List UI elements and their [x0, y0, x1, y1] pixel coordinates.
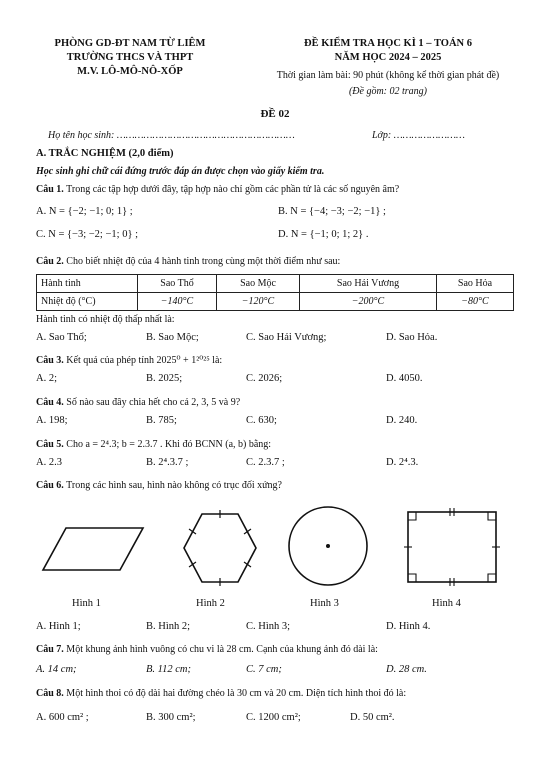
table-row: [37, 275, 514, 293]
q1-option-c: C. N = {−3; −2; −1; 0} ;: [36, 229, 139, 240]
table-cell: Sao Hải Vương: [300, 275, 437, 293]
q5-option-b: B. 2⁴.3.7 ;: [146, 457, 189, 468]
header-duration: Thời gian làm bài: 90 phút (không kể thời gian phát đề): [276, 70, 500, 81]
figure-1-parallelogram: [40, 524, 146, 574]
question-text: Cho biết nhiệt độ của 4 hành tinh trong cùng một thời điểm như sau:: [63, 256, 341, 267]
exam-code: ĐỀ 02: [260, 108, 290, 120]
q6-option-c: C. Hình 3;: [246, 621, 291, 632]
q7-option-a: A. 14 cm;: [36, 664, 77, 675]
q1-option-d: D. N = {−1; 0; 1; 2} .: [278, 229, 369, 240]
q2-option-d: D. Sao Hỏa.: [386, 332, 438, 343]
q4-option-c: C. 630;: [246, 415, 277, 426]
q8-option-b: B. 300 cm²;: [146, 712, 196, 723]
table-cell: −200°C: [300, 293, 437, 311]
q5-option-c: C. 2.3.7 ;: [246, 457, 285, 468]
q2-option-a: A. Sao Thổ;: [36, 332, 87, 343]
question-label: Câu 6.: [36, 480, 64, 491]
question-label: Câu 2.: [36, 256, 64, 267]
question-label: Câu 8.: [36, 688, 64, 699]
q3-option-d: D. 4050.: [386, 373, 423, 384]
question-text: Cho a = 2⁴.3; b = 2.3.7 . Khi đó BCNN (a, b) bằng:: [63, 439, 272, 450]
question-label: Câu 5.: [36, 439, 64, 450]
q4-option-d: D. 240.: [386, 415, 418, 426]
question-2: [36, 256, 340, 268]
table-cell: Hành tinh: [37, 275, 138, 293]
q6-option-b: B. Hình 2;: [146, 621, 191, 632]
table-cell: Sao Mộc: [217, 275, 300, 293]
q5-option-d: D. 2⁴.3.: [386, 457, 419, 468]
question-3: [36, 355, 222, 367]
q7-option-b: B. 112 cm;: [146, 664, 191, 675]
question-6: [36, 480, 282, 492]
figure-2-hexagon: [180, 510, 260, 586]
figure-3-label: Hình 3: [310, 598, 339, 609]
figure-4-label: Hình 4: [432, 598, 461, 609]
header-school-name: M.V. LÔ-MÔ-NÔ-XỐP: [77, 66, 183, 77]
q4-option-a: A. 198;: [36, 415, 68, 426]
table-cell: −80°C: [437, 293, 514, 311]
header-school-year: NĂM HỌC 2024 – 2025: [334, 52, 442, 63]
q7-option-d: D. 28 cm.: [386, 664, 427, 675]
figure-2-label: Hình 2: [196, 598, 225, 609]
table-cell: Sao Thổ: [138, 275, 217, 293]
question-8: [36, 688, 406, 700]
section-a-instruction: Học sinh ghi chữ cái đứng trước đáp án được chọn vào giấy kiểm tra.: [36, 166, 325, 177]
q8-option-c: C. 1200 cm²;: [246, 712, 301, 723]
question-text: Một khung ảnh hình vuông có chu vi là 28 cm. Cạnh của khung ảnh đó dài là:: [63, 644, 378, 655]
figure-4-rectangle: [404, 508, 500, 586]
header-page-count: (Đề gồm: 02 trang): [348, 86, 428, 97]
question-label: Câu 7.: [36, 644, 64, 655]
question-4: [36, 397, 240, 409]
q3-option-a: A. 2;: [36, 373, 57, 384]
q6-option-d: D. Hình 4.: [386, 621, 431, 632]
question-7: [36, 644, 378, 656]
question-label: Câu 4.: [36, 397, 64, 408]
header-department: PHÒNG GD-ĐT NAM TỪ LIÊM: [54, 38, 206, 49]
figure-1-label: Hình 1: [72, 598, 101, 609]
student-name-field: Họ tên học sinh: ……………………………………………………: [48, 130, 295, 141]
question-label: Câu 3.: [36, 355, 64, 366]
question-text: Số nào sau đây chia hết cho cả 2, 3, 5 và 9?: [63, 397, 241, 408]
q3-option-b: B. 2025;: [146, 373, 183, 384]
q2-option-c: C. Sao Hải Vương;: [246, 332, 327, 343]
table-cell: −140°C: [138, 293, 217, 311]
header-school: TRƯỜNG THCS VÀ THPT: [66, 52, 194, 63]
q2-question: Hành tinh có nhiệt độ thấp nhất là:: [36, 314, 175, 325]
q4-option-b: B. 785;: [146, 415, 177, 426]
q8-option-a: A. 600 cm² ;: [36, 712, 89, 723]
q1-option-b: B. N = {−4; −3; −2; −1} ;: [278, 206, 386, 217]
q2-option-b: B. Sao Mộc;: [146, 332, 199, 343]
q5-option-a: A. 2.3: [36, 457, 62, 468]
question-label: Câu 1.: [36, 184, 64, 195]
question-5: [36, 439, 271, 451]
table-cell: −120°C: [217, 293, 300, 311]
q6-option-a: A. Hình 1;: [36, 621, 81, 632]
q1-option-a: A. N = {−2; −1; 0; 1} ;: [36, 206, 133, 217]
question-text: Trong các hình sau, hình nào không có trục đối xứng?: [63, 480, 282, 491]
section-a-title: A. TRẮC NGHIỆM (2,0 điểm): [36, 148, 174, 159]
table-cell: Sao Hỏa: [437, 275, 514, 293]
question-1: [36, 184, 399, 196]
question-text: Kết quả của phép tính 2025⁰ + 1²⁰²⁵ là:: [63, 355, 223, 366]
table-row: [37, 293, 514, 311]
student-class-field: Lớp: ……………………: [372, 130, 465, 141]
question-text: Trong các tập hợp dưới đây, tập hợp nào chỉ gồm các phần tử là các số nguyên âm?: [63, 184, 400, 195]
question-text: Một hình thoi có độ dài hai đường chéo là 30 cm và 20 cm. Diện tích hình thoi đó là:: [63, 688, 407, 699]
q3-option-c: C. 2026;: [246, 373, 283, 384]
table-cell: Nhiệt độ (°C): [37, 293, 138, 311]
planet-temperature-table: [36, 274, 514, 311]
q7-option-c: C. 7 cm;: [246, 664, 282, 675]
q8-option-d: D. 50 cm².: [350, 712, 395, 723]
header-exam-title: ĐỀ KIỂM TRA HỌC KÌ 1 – TOÁN 6: [303, 38, 473, 49]
figure-3-circle: [286, 504, 370, 588]
